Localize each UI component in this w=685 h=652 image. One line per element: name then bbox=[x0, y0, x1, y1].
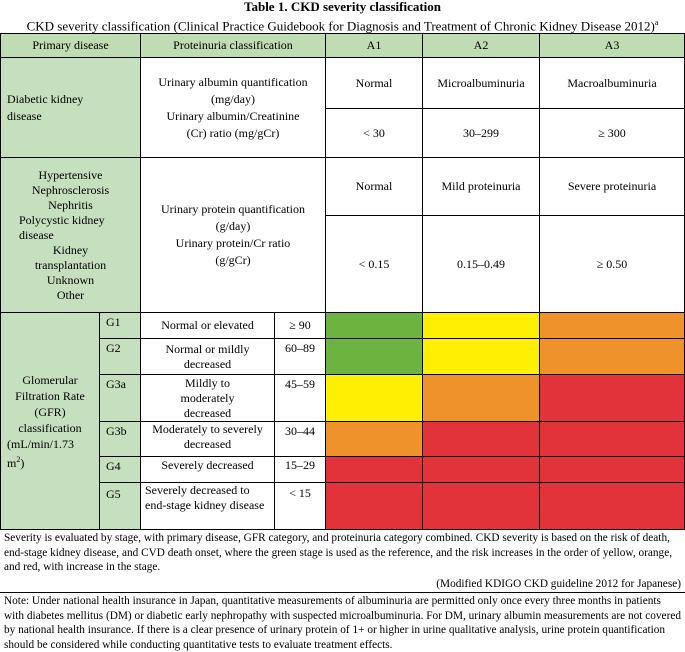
gfr-stage-g3a: G3a bbox=[99, 374, 141, 422]
gfr-stage-g3b: G3b bbox=[99, 421, 141, 457]
footnote-note: Note: Under national health insurance in Japan, quantitative measurements of albuminuria are permitted only once every three months in patients with diabetes mellitus (DM) or diabetic early nephropathy with suspected microalbuminuria. For DM, urinary albumin measurements are not covered by national health insurance. If there is a clear presence of urinary protein of 1+ or higher in urine qualitative analysis, urine protein quantification should be considered while conducting quantitative tests to evaluate treatment effects. bbox=[4, 595, 681, 651]
diabetic-a2-value: 30–299 bbox=[422, 108, 540, 158]
other-a2-label: Mild proteinuria bbox=[422, 157, 540, 216]
gfr-range-g3b: 30–44 bbox=[274, 421, 326, 457]
gfr-range-g1: ≥ 90 bbox=[274, 312, 326, 339]
gfr-range-g5: < 15 bbox=[274, 482, 326, 530]
subtitle-footnote-mark: a bbox=[654, 18, 659, 27]
footnote-severity: Severity is evaluated by stage, with primary disease, GFR category, and proteinuria category combined. CKD severity is based on the risk of death, end-stage kidney disease, and CVD death onset, where the green stage is used as the reference, and the risk increases in the order of yellow, orange, and red, with increase in the stage. bbox=[4, 532, 673, 574]
gfr-range-g4: 15–29 bbox=[274, 456, 326, 483]
header-a3: A3 bbox=[539, 33, 685, 58]
other-a1-value: < 0.15 bbox=[325, 215, 423, 313]
source-citation: (Modified KDIGO CKD guideline 2012 for Japanese) bbox=[436, 578, 681, 590]
disease-diabetic: Diabetic kidney disease bbox=[0, 57, 141, 158]
diabetic-a2-label: Microalbuminuria bbox=[422, 57, 540, 109]
diabetic-a3-label: Macroalbuminuria bbox=[539, 57, 685, 109]
risk-cell-g4-a1-red bbox=[325, 456, 423, 483]
risk-cell-g4-a2-red bbox=[422, 456, 540, 483]
gfr-unit-sup: 2 bbox=[16, 454, 21, 464]
gfr-stage-g1: G1 bbox=[99, 312, 141, 339]
risk-cell-g3a-a1-yellow bbox=[325, 374, 423, 422]
disease-hypertensive: Hypertensive Nephrosclerosis bbox=[31, 167, 110, 197]
diabetic-a1-label: Normal bbox=[325, 57, 423, 109]
gfr-unit-post: ) bbox=[20, 455, 25, 470]
gfr-desc-g2: Normal or mildly decreased bbox=[140, 338, 275, 375]
diabetic-measure-line1: Urinary albumin quantification (mg/day) bbox=[158, 74, 308, 106]
gfr-range-g3a: 45–59 bbox=[274, 374, 326, 422]
gfr-label-text: Glomerular Filtration Rate (GFR) classification bbox=[15, 372, 85, 435]
diabetic-measure bbox=[140, 57, 326, 158]
disease-other: Other bbox=[56, 287, 85, 302]
subtitle-text: CKD severity classification (Clinical Practice Guidebook for Diagnosis and Treatment of Chronic Kidney Disease 2012) bbox=[26, 18, 655, 34]
disease-polycystic: Polycystic kidney disease bbox=[19, 212, 105, 242]
gfr-classification-label bbox=[0, 312, 100, 530]
risk-cell-g2-a1-green bbox=[325, 338, 423, 375]
other-a2-value: 0.15–0.49 bbox=[422, 215, 540, 313]
risk-cell-g3a-a2-orange bbox=[422, 374, 540, 422]
gfr-stage-g5: G5 bbox=[99, 482, 141, 530]
risk-cell-g3a-a3-red bbox=[539, 374, 685, 422]
diabetic-measure-line2: Urinary albumin/Creatinine (Cr) ratio (mg/gCr) bbox=[166, 108, 300, 140]
other-a3-value: ≥ 0.50 bbox=[539, 215, 685, 313]
other-a3-label: Severe proteinuria bbox=[539, 157, 685, 216]
risk-cell-g1-a1-green bbox=[325, 312, 423, 339]
other-measure-line1: Urinary protein quantification (g/day) bbox=[161, 202, 305, 233]
disease-transplantation: Kidney transplantation bbox=[34, 242, 107, 272]
gfr-stage-g2: G2 bbox=[99, 338, 141, 375]
gfr-desc-g5: Severely decreased to end-stage kidney disease bbox=[140, 482, 275, 530]
gfr-unit bbox=[7, 436, 93, 471]
header-a2: A2 bbox=[422, 33, 540, 58]
gfr-desc-g1: Normal or elevated bbox=[140, 312, 275, 339]
risk-cell-g5-a2-red bbox=[422, 482, 540, 530]
gfr-unit-pre: (mL/min/1.73 m bbox=[7, 436, 74, 470]
gfr-stage-g4: G4 bbox=[99, 456, 141, 483]
header-proteinuria-classification: Proteinuria classification bbox=[140, 33, 326, 58]
risk-cell-g1-a2-yellow bbox=[422, 312, 540, 339]
risk-cell-g5-a3-red bbox=[539, 482, 685, 530]
risk-cell-g4-a3-red bbox=[539, 456, 685, 483]
other-a1-label: Normal bbox=[325, 157, 423, 216]
gfr-desc-g4: Severely decreased bbox=[140, 456, 275, 483]
footnote-divider bbox=[0, 592, 685, 593]
gfr-range-g2: 60–89 bbox=[274, 338, 326, 375]
risk-cell-g2-a2-yellow bbox=[422, 338, 540, 375]
diabetic-a1-value: < 30 bbox=[325, 108, 423, 158]
table-subtitle bbox=[0, 16, 685, 33]
risk-cell-g2-a3-orange bbox=[539, 338, 685, 375]
gfr-desc-g3b: Moderately to severely decreased bbox=[140, 421, 275, 457]
risk-cell-g3b-a1-orange bbox=[325, 421, 423, 457]
disease-unknown: Unknown bbox=[46, 272, 95, 287]
disease-nephritis: Nephritis bbox=[48, 197, 93, 212]
header-a1: A1 bbox=[325, 33, 423, 58]
other-measure bbox=[140, 157, 326, 313]
other-measure-line2: Urinary protein/Cr ratio (g/gCr) bbox=[175, 236, 291, 267]
gfr-desc-g3a: Mildly to moderately decreased bbox=[140, 374, 275, 422]
risk-cell-g3b-a2-red bbox=[422, 421, 540, 457]
diabetic-a3-value: ≥ 300 bbox=[539, 108, 685, 158]
risk-cell-g5-a1-red bbox=[325, 482, 423, 530]
risk-cell-g3b-a3-red bbox=[539, 421, 685, 457]
header-primary-disease: Primary disease bbox=[0, 33, 141, 58]
table-title: Table 1. CKD severity classification bbox=[243, 0, 442, 14]
disease-other-list bbox=[0, 157, 141, 313]
risk-cell-g1-a3-orange bbox=[539, 312, 685, 339]
